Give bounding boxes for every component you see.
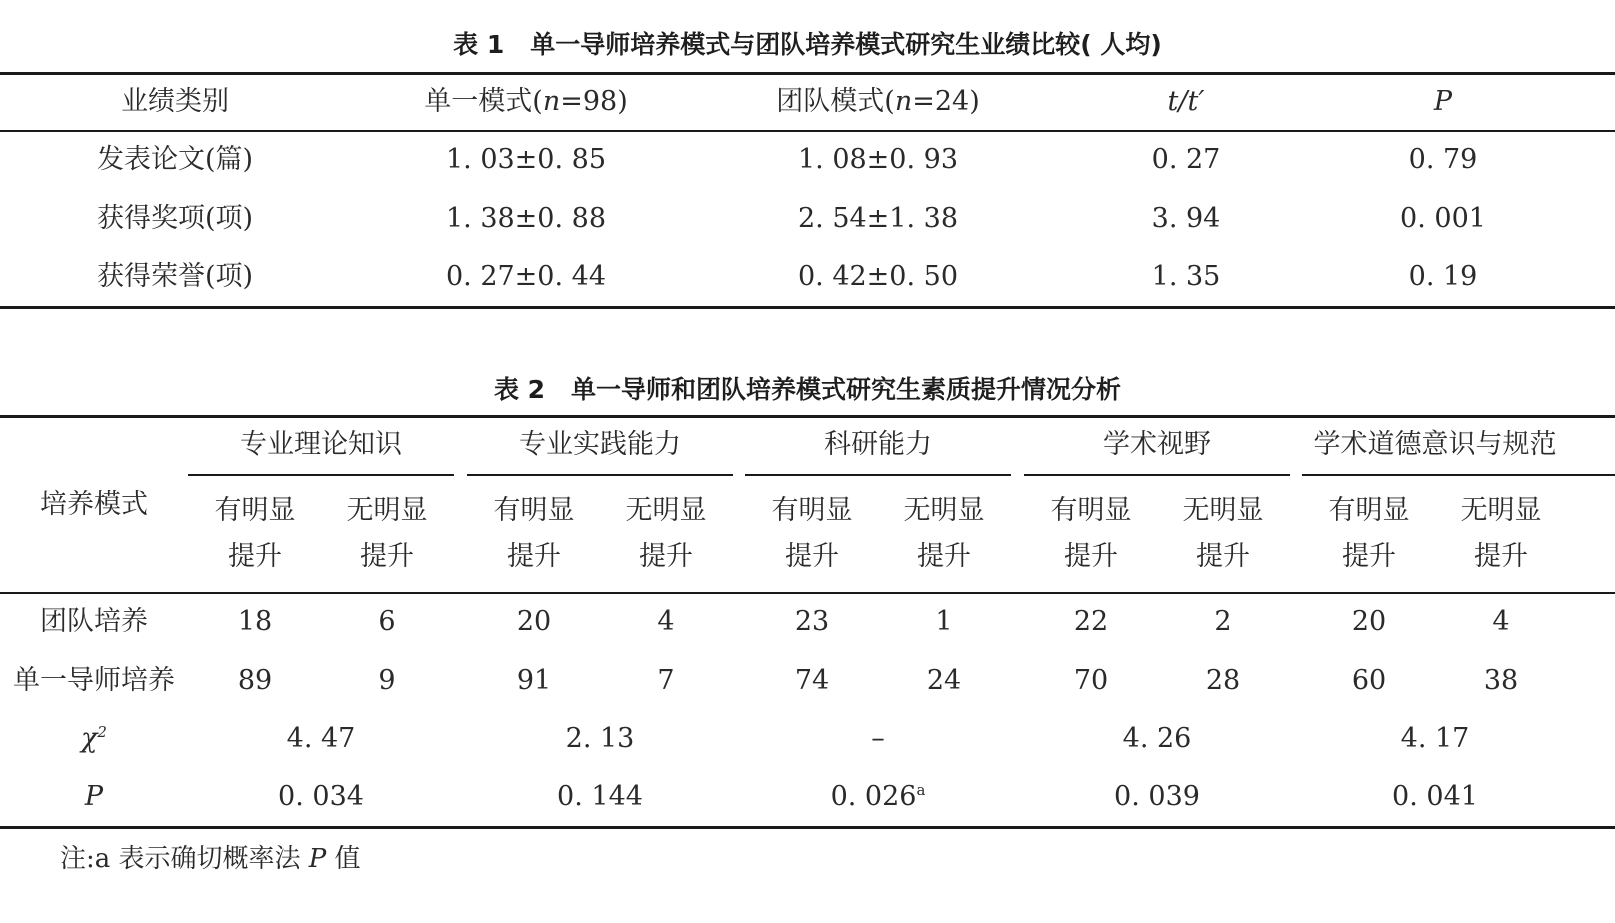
- t1-row-category: 获得奖项(项): [96, 203, 254, 235]
- t2-group-header: 专业理论知识: [240, 429, 402, 461]
- t2-value: 9: [378, 665, 396, 697]
- t2-p-value: 0. 026$^a$: [830, 781, 926, 813]
- t2-group-rule: [745, 474, 1011, 476]
- table1-number: 表 1: [453, 30, 505, 59]
- t2-p-value: 0. 041: [1392, 781, 1478, 813]
- t2-value: 4: [1492, 606, 1510, 638]
- t2-row-label: 团队培养: [40, 606, 148, 638]
- table1-top-rule: [0, 72, 1615, 75]
- t2-value: 91: [516, 665, 552, 697]
- t2-value: 38: [1483, 665, 1519, 697]
- t2-value: 4: [657, 606, 675, 638]
- t2-group-header: 专业实践能力: [519, 429, 681, 461]
- t2-group-rule: [467, 474, 733, 476]
- t2-row-label: 单一导师培养: [13, 665, 175, 697]
- t2-value: 18: [237, 606, 273, 638]
- t1-header-team: 团队模式(n=24): [776, 86, 980, 118]
- t2-p-value: 0. 034: [278, 781, 364, 813]
- t2-subheader-yes: 有明显 提升: [771, 495, 853, 572]
- t2-group-header: 科研能力: [824, 429, 932, 461]
- t2-p-label: P: [84, 781, 104, 813]
- t2-subheader-no: 无明显 提升: [903, 495, 985, 572]
- t2-p-value: 0. 039: [1114, 781, 1200, 813]
- t2-value: 6: [378, 606, 396, 638]
- t1-row-p: 0. 19: [1408, 261, 1478, 293]
- t2-subheader-no: 无明显 提升: [1460, 495, 1542, 572]
- t2-group-rule: [188, 474, 454, 476]
- table2-number: 表 2: [493, 375, 546, 404]
- table2-caption: [0, 370, 1615, 406]
- t2-p-value: 0. 144: [557, 781, 643, 813]
- t1-row-single: 0. 27±0. 44: [445, 261, 607, 293]
- t1-row-t: 3. 94: [1151, 203, 1221, 235]
- t2-value: 20: [1351, 606, 1387, 638]
- table1-caption: [0, 25, 1615, 61]
- t1-header-t: t/t′: [1167, 86, 1205, 118]
- t2-value: 74: [794, 665, 830, 697]
- table2-top-rule: [0, 415, 1615, 418]
- t1-row-category: 获得荣誉(项): [96, 261, 254, 293]
- t1-row-p: 0. 79: [1408, 144, 1478, 176]
- t1-row-team: 0. 42±0. 50: [797, 261, 959, 293]
- table1-title: 单一导师培养模式与团队培养模式研究生业绩比较( 人均): [530, 30, 1162, 59]
- t2-subheader-no: 无明显 提升: [1182, 495, 1264, 572]
- t1-row-single: 1. 38±0. 88: [445, 203, 607, 235]
- t1-row-team: 1. 08±0. 93: [797, 144, 959, 176]
- t2-value: 89: [237, 665, 273, 697]
- table-note: 注:a 表示确切概率法 P 值: [60, 844, 361, 874]
- t2-subheader-yes: 有明显 提升: [214, 495, 296, 572]
- t1-row-t: 1. 35: [1151, 261, 1221, 293]
- t2-group-header: 学术视野: [1103, 429, 1211, 461]
- t2-subheader-yes: 有明显 提升: [493, 495, 575, 572]
- t2-subheader-yes: 有明显 提升: [1328, 495, 1410, 572]
- t2-chi-value: 2. 13: [565, 723, 635, 755]
- t2-group-header: 学术道德意识与规范: [1313, 429, 1557, 461]
- t2-value: 20: [516, 606, 552, 638]
- t2-subheader-yes: 有明显 提升: [1050, 495, 1132, 572]
- t1-row-single: 1. 03±0. 85: [445, 144, 607, 176]
- t1-row-category: 发表论文(篇): [96, 144, 254, 176]
- t2-value: 28: [1205, 665, 1241, 697]
- t1-header-p: P: [1433, 86, 1453, 118]
- t2-value: 23: [794, 606, 830, 638]
- t1-header-single: 单一模式(n=98): [424, 86, 628, 118]
- t2-chi-value: 4. 47: [286, 723, 356, 755]
- t2-value: 60: [1351, 665, 1387, 697]
- t2-subheader-no: 无明显 提升: [346, 495, 428, 572]
- t2-value: 1: [935, 606, 953, 638]
- t2-value: 22: [1073, 606, 1109, 638]
- t2-chi-value: 4. 26: [1122, 723, 1192, 755]
- table2-title: 单一导师和团队培养模式研究生素质提升情况分析: [571, 375, 1122, 404]
- table1-bottom-rule: [0, 306, 1615, 309]
- t1-row-t: 0. 27: [1151, 144, 1221, 176]
- t2-value: 7: [657, 665, 675, 697]
- t1-row-p: 0. 001: [1400, 203, 1486, 235]
- t2-chi-value: –: [871, 723, 885, 755]
- t2-value: 24: [926, 665, 962, 697]
- t2-subheader-no: 无明显 提升: [625, 495, 707, 572]
- t2-group-rule: [1302, 474, 1615, 476]
- table1-header-rule: [0, 130, 1615, 132]
- t2-chi-value: 4. 17: [1400, 723, 1470, 755]
- t2-value: 70: [1073, 665, 1109, 697]
- table2-bottom-rule: [0, 826, 1615, 829]
- t1-row-team: 2. 54±1. 38: [797, 203, 959, 235]
- table2-header-rule: [0, 592, 1615, 594]
- t2-chi-label: $\chi^2$: [81, 723, 107, 755]
- t2-group-rule: [1024, 474, 1290, 476]
- t2-mode-header: 培养模式: [40, 489, 148, 521]
- t2-value: 2: [1214, 606, 1232, 638]
- t1-header-category: 业绩类别: [121, 86, 229, 118]
